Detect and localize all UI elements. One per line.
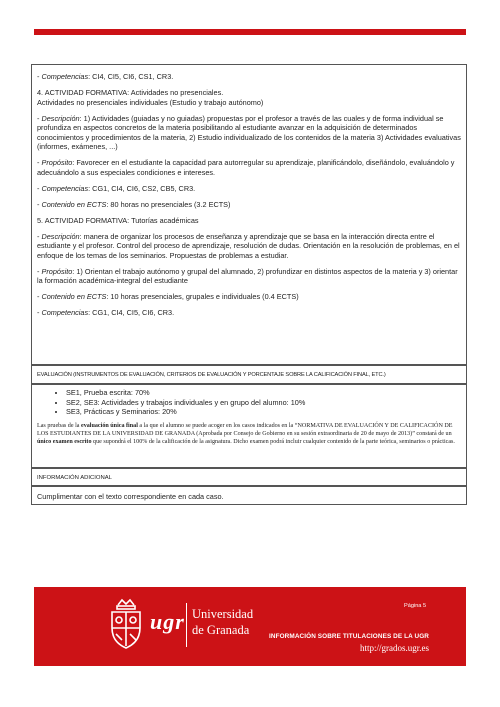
text: que supondrá el 100% de la calificación de la asignatura. Dicho examen podrá incluir cualquier contenido de la parte teórica, seminarios o prácticas. (91, 438, 455, 445)
text: : manera de organizar los procesos de enseñanza y aprendizaje que se basa en la interacción directa entre el estudiante y el profesor. Control del proceso de aprendizaje, resolución de dudas. Orientación en la resolución de problemas, en el enfoque de los temas de los seminarios. Propuestas de problemas a estudiar. (37, 231, 460, 260)
text: : CG1, CI4, CI6, CS2, CB5, CR3. (88, 183, 196, 193)
top-red-bar (34, 29, 466, 35)
label: Propósito (41, 158, 73, 167)
activity-subtitle: Actividades no presenciales individuales (Estudio y trabajo autónomo) (37, 97, 264, 107)
list-item: • SE2, SE3: Actividades y trabajos individuales y en grupo del alumno: 10% (66, 398, 461, 408)
paragraph (37, 216, 461, 226)
evaluation-section (31, 384, 467, 468)
text: : CG1, CI4, CI5, CI6, CR3. (88, 308, 175, 317)
paragraph (37, 88, 461, 107)
paragraph: - Propósito: Favorecer en el estudiante la capacidad para autorregular su aprendizaje, planificándolo, diseñándolo, evaluándolo y adecuándolo a sus especiales condiciones e intereses. (37, 158, 455, 177)
text: : 1) Actividades (guiadas y no guiadas) propuestas por el profesor a través de las cuales y de forma individual se profundiza en aspectos concretos de la materia posibilitando al estudiante avanzar en la adquisición de determinados conocimientos y procedimientos de la materia, 2) Estudio individualizado de los contenidos de la materia 3) Actividades evaluativas (informes, exámenes, ...) (37, 113, 461, 151)
paragraph: - Contenido en ECTS: 80 horas no presenciales (3.2 ECTS) (37, 199, 231, 209)
evaluation-header: EVALUACIÓN (INSTRUMENTOS DE EVALUACIÓN, CRITERIOS DE EVALUACIÓN Y PORCENTAJE SOBRE LA CALIFICACIÓN FINAL, ETC.) (31, 365, 467, 384)
label: Contenido en ECTS (41, 292, 107, 301)
additional-info-text: Cumplimentar con el texto correspondiente en cada caso. (31, 486, 467, 505)
paragraph: - Descripción: manera de organizar los procesos de enseñanza y aprendizaje que se basa en la interacción directa entre el estudiante y el profesor. Control del proceso de aprendizaje, resolución de dudas. Orientación en la resolución de problemas, en el enfoque de los temas de los seminarios. Propuestas de problemas a estudiar. (37, 231, 460, 260)
paragraph: - Competencias: CG1, CI4, CI5, CI6, CR3. (37, 308, 175, 317)
list-item: • SE3, Prácticas y Seminarios: 20% (66, 407, 461, 417)
text: : CI4, CI5, CI6, CS1, CR3. (88, 72, 174, 81)
ugr-logo-text: ugr (150, 609, 185, 634)
page-number: Página 5 (404, 603, 427, 609)
text: Las pruebas de la (37, 422, 81, 429)
label: Descripción (41, 231, 80, 241)
label: Competencias (41, 308, 89, 317)
university-name (192, 606, 253, 638)
label: Propósito (41, 266, 73, 276)
text: : 10 horas presenciales, grupales e individuales (0.4 ECTS) (106, 292, 299, 301)
activities-section (31, 64, 467, 365)
university-name-line2: de Granada (192, 623, 250, 637)
label: Competencias (41, 72, 89, 81)
university-name-line1: Universidad (192, 607, 254, 621)
additional-info-header: INFORMACIÓN ADICIONAL (31, 468, 467, 486)
evaluation-list (37, 388, 461, 417)
paragraph: - Competencias: CI4, CI5, CI6, CS1, CR3. (37, 72, 174, 81)
label: Competencias (41, 183, 89, 193)
label: Contenido en ECTS (41, 199, 107, 209)
text: : Favorecer en el estudiante la capacidad para autorregular su aprendizaje, planificándolo, diseñándolo, evaluándolo y adecuándolo a sus especiales condiciones e intereses. (37, 158, 455, 177)
university-seal-icon (104, 598, 148, 654)
paragraph: - Descripción: 1) Actividades (guiadas y no guiadas) propuestas por el profesor a través de las cuales y de forma individual se profundiza en aspectos concretos de la materia posibilitando al estudiante avanzar en la adquisición de determinados conocimientos y procedimientos de la materia, 2) Estudio individualizado de los contenidos de la materia 3) Actividades evaluativas (informes, exámenes, ...) (37, 113, 461, 151)
paragraph: - Competencias: CG1, CI4, CI6, CS2, CB5, CR3. (37, 183, 196, 193)
footer-banner (34, 587, 466, 666)
activity-title: 5. ACTIVIDAD FORMATIVA: Tutorías académicas (37, 215, 199, 225)
text: : 80 horas no presenciales (3.2 ECTS) (106, 199, 231, 209)
bold-text: evaluación única final (81, 422, 138, 429)
text: a la que el alumno se puede acoger en los casos indicados en la “NORMATIVA DE EVALUACIÓN Y DE CALIFICACIÓN DE LOS ESTUDIANTES DE LA UNIVERSIDAD DE GRANADA (Aprobada por Consejo de Gobierno en su sesión extraordinaria de 20 de mayo de 2013)” constará de un (37, 422, 453, 437)
website-link[interactable]: http://grados.ugr.es (360, 643, 429, 653)
label: Descripción (41, 113, 80, 123)
paragraph: - Propósito: 1) Orientan el trabajo autónomo y grupal del alumnado, 2) profundizar en distintos aspectos de la materia y 3) orientar la formación académica-integral del estudiante (37, 266, 458, 285)
paragraph: - Contenido en ECTS: 10 horas presenciales, grupales e individuales (0.4 ECTS) (37, 292, 299, 301)
list-item: • SE1, Prueba escrita: 70% (66, 388, 461, 398)
evaluation-note (37, 422, 461, 446)
text: : 1) Orientan el trabajo autónomo y grupal del alumnado, 2) profundizar en distintos aspectos de la materia y 3) orientar la formación académica-integral del estudiante (37, 266, 458, 285)
info-title: INFORMACIÓN SOBRE TITULACIONES DE LA UGR (269, 633, 429, 640)
divider (186, 603, 187, 647)
bold-text: único examen escrito (37, 438, 92, 445)
activity-title: 4. ACTIVIDAD FORMATIVA: Actividades no presenciales. (37, 88, 224, 97)
